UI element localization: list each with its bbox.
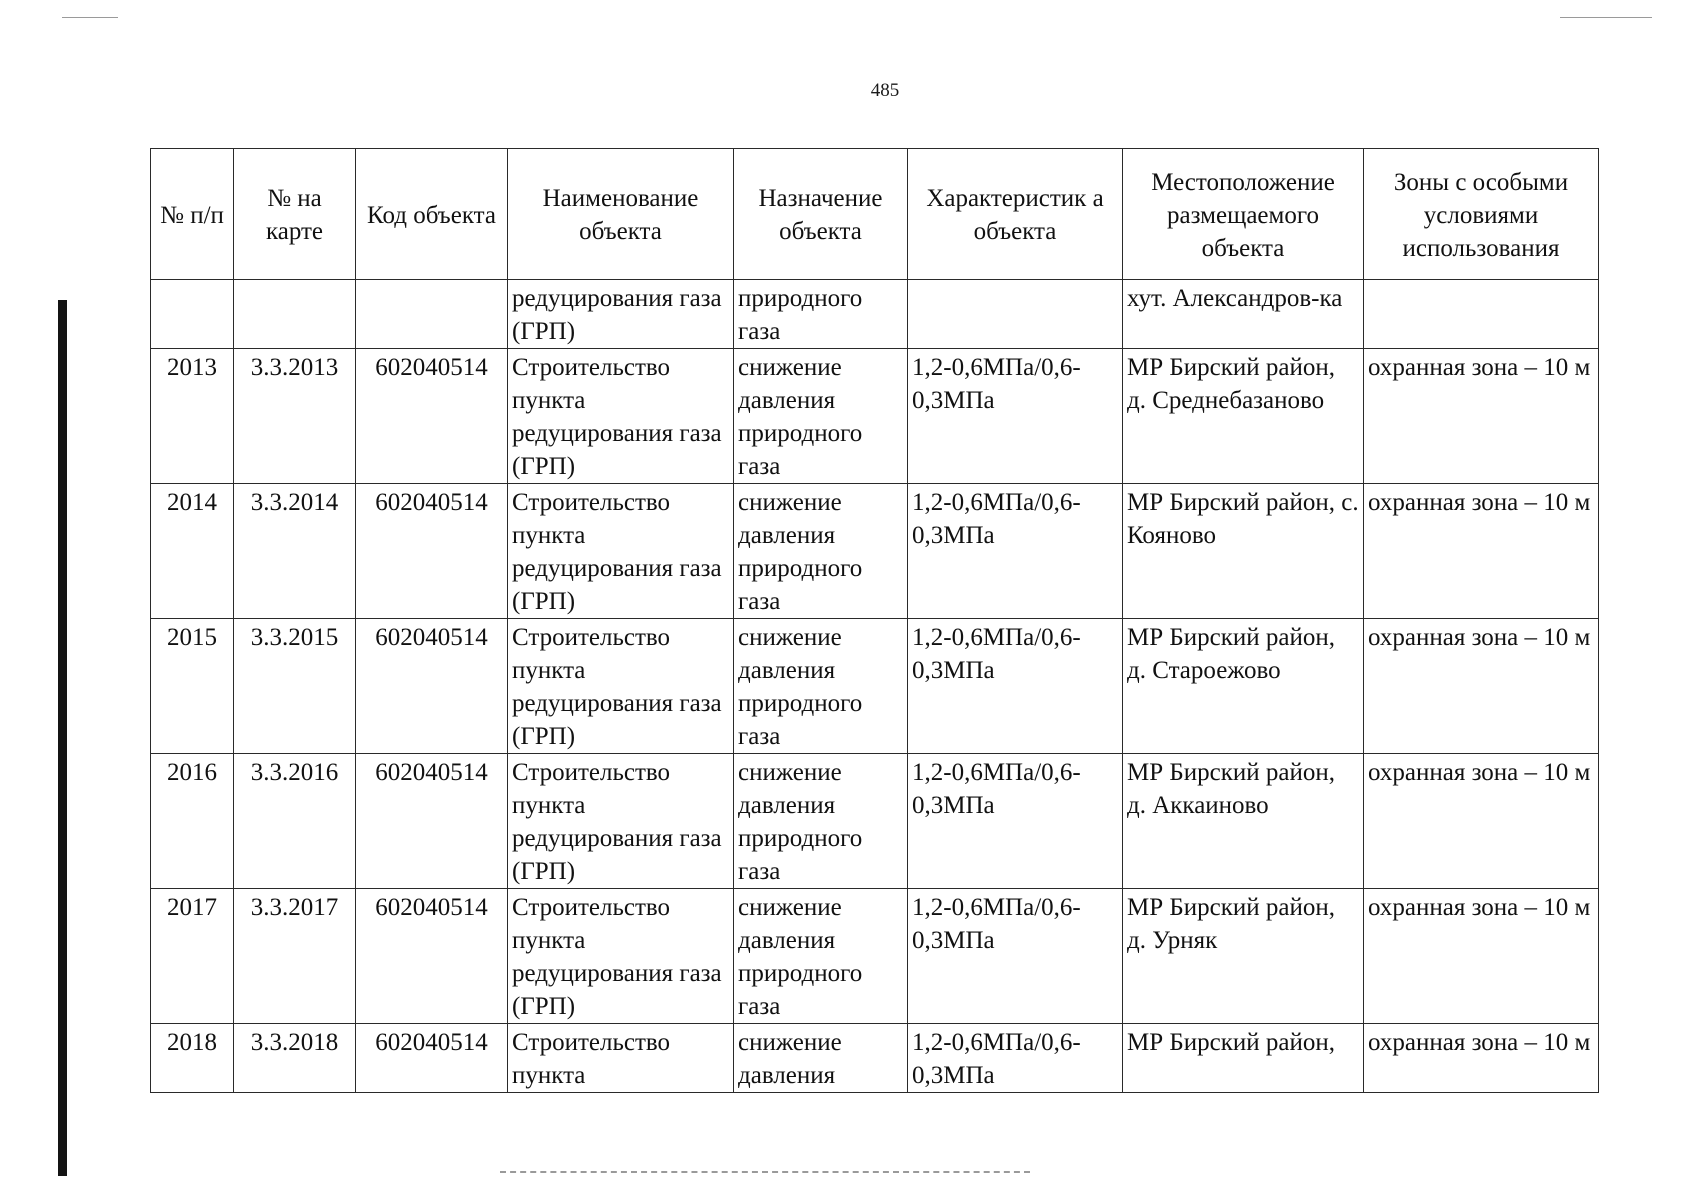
cell-location: МР Бирский район, д. Среднебазаново [1123,349,1364,484]
cell-map-num: 3.3.2013 [234,349,356,484]
cell-code: 602040514 [356,1024,508,1093]
objects-table [150,148,1599,1093]
cell-name: Строительство пункта [508,1024,734,1093]
cell-num: 2013 [151,349,234,484]
cell-purpose: снижение давления природного газа [734,889,908,1024]
cell-num: 2014 [151,484,234,619]
cell-map-num: 3.3.2018 [234,1024,356,1093]
cell-name: Строительство пункта редуцирования газа (ГРП) [508,349,734,484]
cell-num: 2015 [151,619,234,754]
cell-code: 602040514 [356,349,508,484]
cell-characteristic: 1,2-0,6МПа/0,6-0,3МПа [908,619,1123,754]
cell-zone [1364,280,1599,349]
cell-name: Строительство пункта редуцирования газа (ГРП) [508,754,734,889]
cell-name: Строительство пункта редуцирования газа (ГРП) [508,484,734,619]
cell-code: 602040514 [356,754,508,889]
cell-characteristic: 1,2-0,6МПа/0,6-0,3МПа [908,889,1123,1024]
table-row [151,619,1599,754]
cell-map-num: 3.3.2016 [234,754,356,889]
cell-name: редуцирования газа (ГРП) [508,280,734,349]
cell-purpose: снижение давления природного газа [734,349,908,484]
cell-characteristic: 1,2-0,6МПа/0,6-0,3МПа [908,754,1123,889]
cell-zone: охранная зона – 10 м [1364,619,1599,754]
header-object-characteristic: Характеристик а объекта [908,149,1123,280]
cell-map-num: 3.3.2017 [234,889,356,1024]
cell-characteristic: 1,2-0,6МПа/0,6-0,3МПа [908,349,1123,484]
header-object-purpose: Назначение объекта [734,149,908,280]
header-map-num: № на карте [234,149,356,280]
cell-purpose: снижение давления [734,1024,908,1093]
cell-characteristic: 1,2-0,6МПа/0,6-0,3МПа [908,1024,1123,1093]
cell-name: Строительство пункта редуцирования газа (ГРП) [508,889,734,1024]
table-row-continuation [151,280,1599,349]
table-row [151,889,1599,1024]
cell-num: 2017 [151,889,234,1024]
cell-map-num: 3.3.2015 [234,619,356,754]
scan-artifact-line [1560,17,1652,18]
cell-location: хут. Александров-ка [1123,280,1364,349]
cell-characteristic: 1,2-0,6МПа/0,6-0,3МПа [908,484,1123,619]
cell-name: Строительство пункта редуцирования газа (ГРП) [508,619,734,754]
table-row [151,349,1599,484]
cell-location: МР Бирский район, д. Староежово [1123,619,1364,754]
header-special-zones: Зоны с особыми условиями использования [1364,149,1599,280]
cell-purpose: снижение давления природного газа [734,619,908,754]
cell-location: МР Бирский район, [1123,1024,1364,1093]
scan-artifact-edge-bar [58,300,67,1176]
cell-purpose: природного газа [734,280,908,349]
table-row [151,754,1599,889]
header-num: № п/п [151,149,234,280]
cell-zone: охранная зона – 10 м [1364,754,1599,889]
cell-map-num: 3.3.2014 [234,484,356,619]
cell-zone: охранная зона – 10 м [1364,1024,1599,1093]
header-object-location: Местоположение размещаемого объекта [1123,149,1364,280]
cell-purpose: снижение давления природного газа [734,484,908,619]
table-header-row [151,149,1599,280]
cell-code [356,280,508,349]
header-object-name: Наименование объекта [508,149,734,280]
page-number: 485 [870,80,900,101]
cell-num: 2018 [151,1024,234,1093]
cell-map-num [234,280,356,349]
header-object-code: Код объекта [356,149,508,280]
cell-zone: охранная зона – 10 м [1364,349,1599,484]
table-row-partial [151,1024,1599,1093]
cell-code: 602040514 [356,889,508,1024]
cell-code: 602040514 [356,619,508,754]
cell-characteristic [908,280,1123,349]
cell-zone: охранная зона – 10 м [1364,889,1599,1024]
scan-artifact-line [62,17,118,18]
cell-num [151,280,234,349]
table-row [151,484,1599,619]
scan-artifact-dashes [500,1171,1030,1173]
cell-code: 602040514 [356,484,508,619]
cell-purpose: снижение давления природного газа [734,754,908,889]
cell-zone: охранная зона – 10 м [1364,484,1599,619]
cell-location: МР Бирский район, с. Кояново [1123,484,1364,619]
cell-num: 2016 [151,754,234,889]
cell-location: МР Бирский район, д. Урняк [1123,889,1364,1024]
cell-location: МР Бирский район, д. Аккаиново [1123,754,1364,889]
